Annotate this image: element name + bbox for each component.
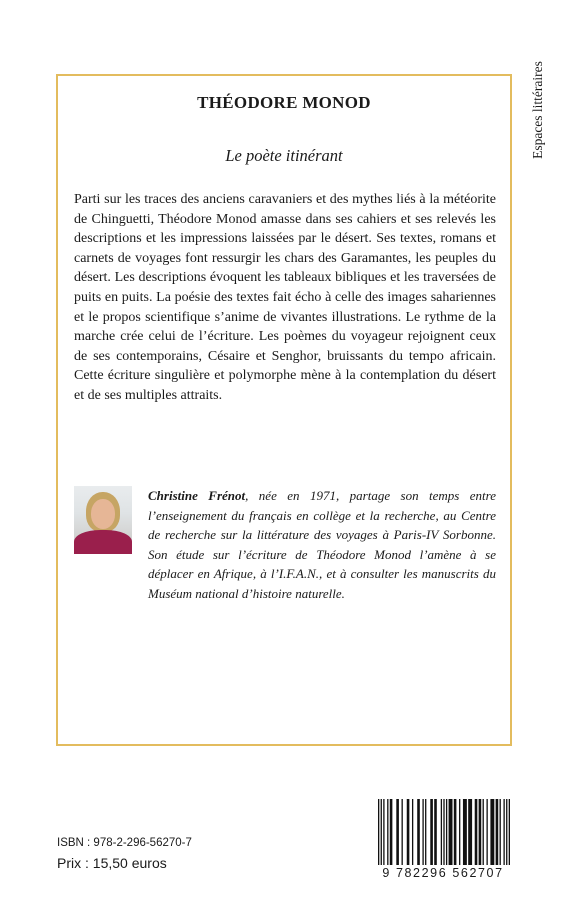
barcode-bar	[422, 799, 423, 865]
barcode-bar	[506, 799, 507, 865]
barcode-bar	[475, 799, 478, 865]
barcode	[372, 797, 514, 881]
barcode-bar	[407, 799, 410, 865]
barcode-bar	[430, 799, 433, 865]
author-title: THÉODORE MONOD	[197, 93, 371, 112]
book-summary: Parti sur les traces des anciens caravaniers et des mythes liés à la météorite de Chinguetti, Théodore Monod amasse dans ses cahiers et ses relevés les descriptions et les impressions laissées par le désert. Ses textes, romans et carnets de voyages font ressurgir les chars des Garamantes, les peuples du désert. Les descriptions évoquent les tableaux bibliques et les traversées de puits en puits. La poésie des textes fait écho à celle des images sahariennes et le propos scientifique s’anime de vivantes illustrations. Le rythme de la marche crée celui de l’écriture. Les poèmes du voyageur rejoignent ceux de ses contemporains, Césaire et Senghor, bruissants du tempo africain. Cette écriture singulière et polymorphe mène à la contemplation du désert et de ses multiples attraits.	[74, 192, 496, 403]
barcode-digits: 9 782296 562707	[382, 866, 504, 880]
barcode-bar	[425, 799, 426, 865]
barcode-bar	[387, 799, 388, 865]
author-bio-name: Christine Frénot	[148, 488, 246, 503]
barcode-bar	[468, 799, 472, 865]
barcode-bar	[441, 799, 442, 865]
barcode-bar	[454, 799, 457, 865]
barcode-bar	[396, 799, 399, 865]
barcode-bar	[434, 799, 437, 865]
barcode-bar	[509, 799, 510, 865]
author-bio	[148, 486, 496, 604]
back-cover-frame	[56, 74, 512, 746]
barcode-bar	[490, 799, 494, 865]
barcode-bar	[383, 799, 384, 865]
barcode-bars	[372, 797, 514, 867]
barcode-bar	[390, 799, 393, 865]
barcode-bar	[412, 799, 413, 865]
barcode-bar	[446, 799, 447, 865]
author-photo-face	[91, 499, 115, 529]
barcode-bar	[500, 799, 501, 865]
barcode-bar	[463, 799, 467, 865]
barcode-bar	[402, 799, 403, 865]
isbn-number: ISBN : 978-2-296-56270-7	[57, 837, 192, 849]
author-bio-text: , née en 1971, partage son temps entre l’enseignement du français en collège et la recherche, au Centre de recherche sur la littérature des voyages à Paris-IV Sorbonne. Son étude sur l’écriture de Théodore Monod l’amène à se déplacer en Afrique, à l’I.F.A.N., et à consulter les manuscrits du Muséum national d’histoire naturelle.	[148, 488, 496, 601]
barcode-bar	[443, 799, 444, 865]
series-name: Espaces littéraires	[530, 61, 545, 159]
barcode-bar	[378, 799, 379, 865]
barcode-bar	[381, 799, 382, 865]
barcode-bar	[496, 799, 499, 865]
barcode-bar	[486, 799, 487, 865]
series-spine-label	[527, 45, 549, 175]
barcode-bar	[503, 799, 504, 865]
author-photo-shirt	[74, 530, 132, 554]
book-subtitle: Le poète itinérant	[225, 146, 343, 165]
barcode-bar	[479, 799, 482, 865]
barcode-bar	[483, 799, 484, 865]
barcode-bar	[449, 799, 453, 865]
book-price: Prix : 15,50 euros	[57, 855, 167, 871]
author-photo	[74, 486, 132, 554]
barcode-bar	[459, 799, 460, 865]
barcode-bar	[417, 799, 420, 865]
